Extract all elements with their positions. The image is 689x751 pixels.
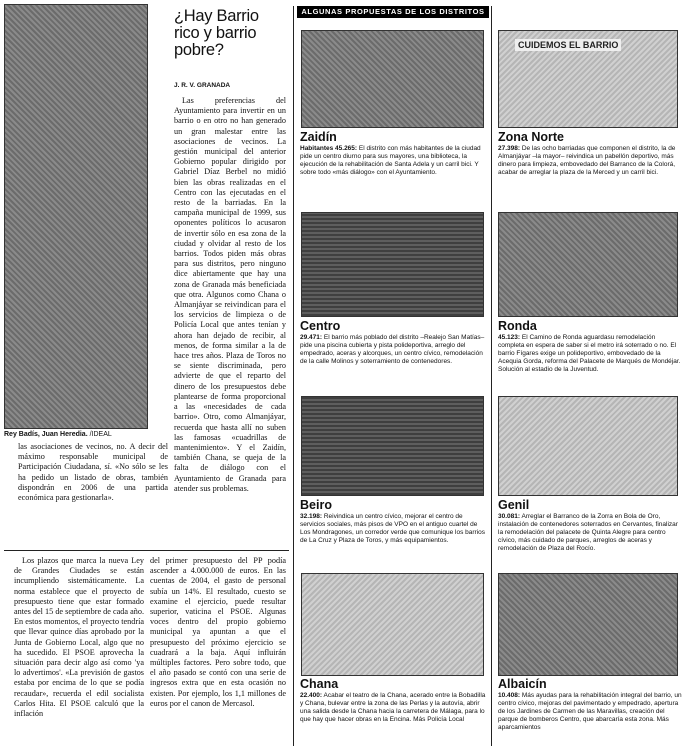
bottom-column-2: del primer presupuesto del PP podía ascender a 4.000.000 de euros. En las cuentas de 2004, el gasto de personal subía un 14%. El resultado, cuesto se examine el ejercicio, puede resultar superior, vaticina el PSOE. Algunas voces dentro del propio gobierno municipal ya apuntan a que el presupuesto del próximo ejercicio se cuadrará a la baja. Aquí influirán múltiples factores. Pero sobre todo, que el año pasado se contó con una serie de ingresos extra que en esta ocasión no existen. Por ejemplo, los 1,1 millones de euros por el canon de Mercasol.	[150, 556, 286, 708]
district-lead-genil: 30.081:	[498, 513, 521, 520]
district-desc-centro	[300, 334, 486, 374]
district-name-ronda: Ronda	[498, 319, 537, 333]
photo-genil	[498, 396, 678, 496]
districts-banner: ALGUNAS PROPUESTAS DE LOS DISTRITOS	[297, 6, 489, 18]
district-name-genil: Genil	[498, 498, 530, 512]
district-name-beiro: Beiro	[300, 498, 332, 512]
photo-zaidin	[301, 30, 484, 128]
district-desc-ronda	[498, 334, 682, 374]
section-divider	[4, 550, 289, 551]
lead-photo-caption	[4, 431, 164, 438]
photo-beiro	[301, 396, 484, 496]
article-column-main: Las preferencias del Ayuntamiento para invertir en un barrio o en otro no han generado un gran malestar entre las asociaciones de vecinos. La gestión municipal del anterior Gobierno popular dirigido por Gabriel Díaz Berbel no midió bien las obras realizadas en el Centro con las ejecutadas en el resto de la barriadas. En la campaña municipal de 1999, sus oponentes políticos lo acusaron de invertir sólo en esa zona de la ciudad y olvidar al resto de los barrios. Todos piden más obras para sus distritos, pero ninguno dice abiertamente que hay una zona de Granada más beneficiada que otra. Algunos como Chana o Almanjáyar se reivindican para el los servicios de limpieza o de Policía Local que antes tenían y ahora han dejado de recibir, al menos, de forma similar a la de hace tres años. Plaza de Toros no se siente discriminada, pero advierte de que el reparto del dinero de los presupuestos debe plantearse de forma proporcional a las «necesidades de cada barrio». Otro, como Almanjáyar, recuerda que hasta allí no suben las famosas «cuadrillas de mantenimiento». Y el Zaidín, también Chana, se queja de la falta de diálogo con el Ayuntamiento de Granada para atender sus problemas.	[174, 96, 286, 493]
district-lead-ronda: 45.123:	[498, 334, 521, 341]
byline: J. R. V. GRANADA	[174, 82, 231, 89]
district-lead-albaicin: 10.408:	[498, 692, 521, 699]
text-under-photo: las asociaciones de vecinos, no. A decir del máximo responsable municipal de Participación Ciudadana, sí. «No sólo se les ha pedido un listado de obras, también dispondrán en 2006 de una partida económica para gestionarla».	[18, 442, 168, 503]
district-name-chana: Chana	[300, 677, 339, 691]
photo-albaicin	[498, 573, 678, 676]
photo-zona-norte	[498, 30, 678, 128]
district-text-centro: El barrio más poblado del distrito –Realejo San Matías– pide una piscina cubierta y pista polideportiva, arreglo del empedrado, aceras y alcorques, un centro cívico, remodelación de la calle Molinos y soterramiento de contenedores.	[300, 334, 485, 365]
column-rule-middle	[491, 6, 492, 746]
district-name-zona-norte: Zona Norte	[498, 130, 564, 144]
bottom-column-1: Los plazos que marca la nueva Ley de Grandes Ciudades se están incumpliendo sistemáticamente. La norma establece que el proyecto de presupuesto tiene que estar formado antes del 15 de septiembre de cada año. En estos momentos, el proyecto tendría que llevar quince días aprobado por la Junta de Gobierno Local, algo que no ha sucedido. El PSOE aprovecha la situación para decir algo así como 'ya lo advertimos'. «La previsión de gastos estaba por encima de lo que se podía recaudar», recuerda el edil socialista Carlos Hita. El PSOE calculó que la inflación	[14, 556, 144, 719]
photo-banner-text: CUIDEMOS EL BARRIO	[515, 39, 621, 51]
district-text-albaicin: Más ayudas para la rehabilitación integral del barrio, un centro cívico, mejoras del pavimentado y empedrado, apertura de los Jardines de Carmen de las Maravillas, creación del parque de bomberos Centro, que abarcaría esta zona. Más aparcamientos	[498, 692, 682, 731]
district-name-zaidin: Zaidín	[300, 130, 337, 144]
lead-photo	[4, 4, 148, 429]
district-lead-zaidin: Habitantes 45.265:	[300, 145, 358, 152]
district-text-ronda: El Camino de Ronda aguardasu remodelación completa en espera de saber si el metro irá soterrado o no. El barrio Fígares exige un polideportivo, embovedado de la Acequia Gorda, reforma del Palacete de Marqués de Mondéjar. Solución al estadio de la Juventud.	[498, 334, 681, 373]
district-text-zona-norte: De las ocho barriadas que componen el distrito, la de Almanjáyar –la mayor– reivindica un pabellón deportivo, más dinero para limpieza, embovedado del Barranco de la Colorá, acabar de arreglar la plaza de la Merced y un carril bici.	[498, 145, 676, 176]
district-text-beiro: Reivindica un centro cívico, mejorar el centro de servicios sociales, más pisos de VPO en el antiguo cuartel de Los Mondragones, un corredor verde que comunique los barrios de La Cruz y Plaza de Toros, y más equipamientos.	[300, 513, 485, 544]
photo-ronda	[498, 212, 678, 317]
district-lead-zona-norte: 27.398:	[498, 145, 521, 152]
photo-centro	[301, 212, 484, 317]
district-lead-centro: 29.471:	[300, 334, 323, 341]
headline: ¿Hay Barrio rico y barrio pobre?	[174, 7, 259, 59]
district-text-genil: Arreglar el Barranco de la Zorra en Bola de Oro, instalación de contenedores soterrados en Cervantes, finalizar la remodelación del palacete de Quinta Alegre para centro cívico, más cuidado de parques, arreglos de aceras y remodelación de Plaza del Rocío.	[498, 513, 678, 552]
district-text-zaidin: El distrito con más habitantes de la ciudad pide un centro diurno para sus mayores, una biblioteca, la ejecución de la rehabilitación de Santa Adela y un carril bici. Y sobre todo «más diálogo» con el Ayuntamiento.	[300, 145, 481, 176]
district-lead-beiro: 32.198:	[300, 513, 323, 520]
caption-credit: Rey Badís, Juan Heredia.	[4, 431, 88, 438]
district-desc-zona-norte	[498, 145, 682, 185]
district-desc-genil	[498, 513, 682, 561]
district-text-chana: Acabar el teatro de la Chana, acerado entre la Bobadilla y Chana, bulevar entre la zona de las Perlas y la autovía, abrir una salida desde la Chana hacia la carretera de Málaga, para lo que hay que hacer obras en la Encina. Más Policía Local	[300, 692, 486, 723]
district-desc-beiro	[300, 513, 486, 561]
district-desc-zaidin	[300, 145, 486, 185]
column-rule-left	[293, 6, 294, 746]
district-lead-chana: 22.400:	[300, 692, 323, 699]
district-name-albaicin: Albaicín	[498, 677, 547, 691]
photo-chana	[301, 573, 484, 676]
district-name-centro: Centro	[300, 319, 341, 333]
district-desc-chana	[300, 692, 486, 748]
caption-source: /IDEAL	[89, 431, 112, 438]
district-desc-albaicin	[498, 692, 682, 748]
